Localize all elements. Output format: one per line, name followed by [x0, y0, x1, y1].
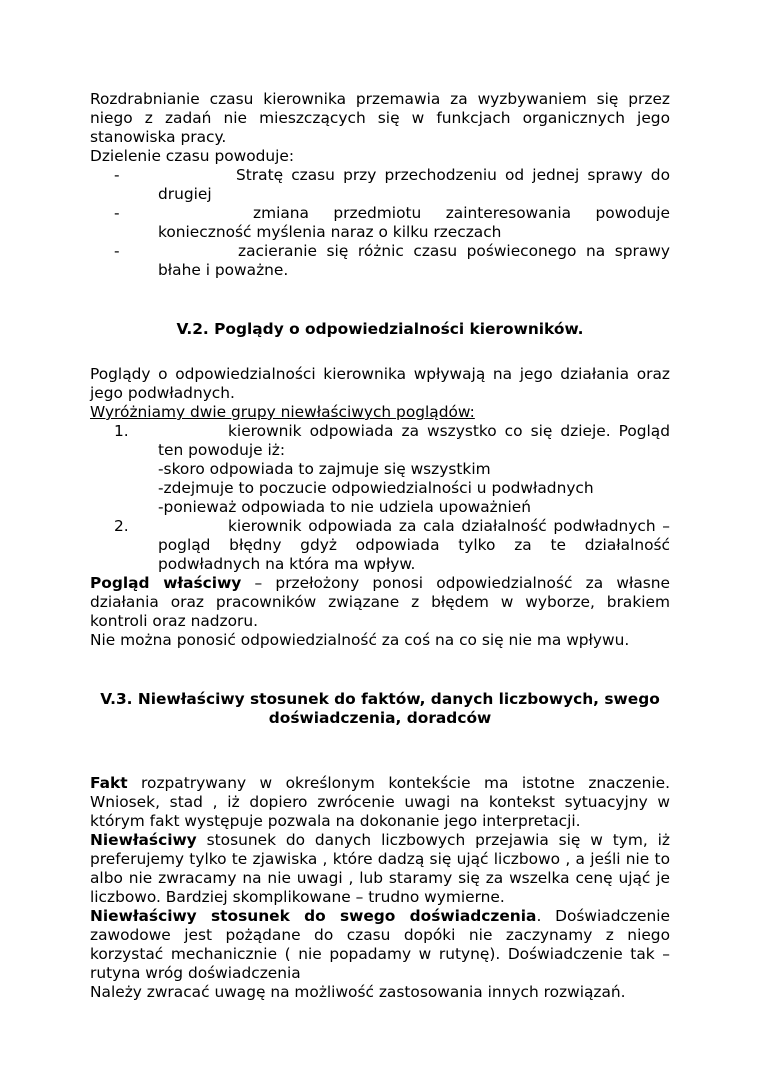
item-text: kierownik odpowiada za cala działalność podwładnych – pogląd błędny gdyż odpowiada tylko za te działalność podwładnych na która ma wpływ.: [158, 517, 670, 573]
section3-paragraph: Należy zwracać uwagę na możliwość zastosowania innych rozwiązań.: [90, 983, 626, 1001]
list-item-text: zacieranie się różnic czasu poświeconego na sprawy błahe i poważne.: [158, 242, 670, 279]
list-dash: -: [114, 166, 120, 184]
section3-paragraph: Niewłaściwy stosunek do danych liczbowych przejawia się w tym, iż preferujemy tylko te zjawiska , które dadzą się ująć liczbowo , a jeśli nie to albo nie zwracamy na nie uwagi , lub staramy się za wszelka cenę ująć je liczbowo. Bardziej skomplikowane – trudno wymierne.: [90, 831, 670, 906]
section2-paragraph: Pogląd właściwy – przełożony ponosi odpowiedzialność za własne działania oraz pracowników związane z błędem w wyborze, brakiem kontroli oraz nadzoru.: [90, 574, 670, 630]
list-item: [90, 242, 670, 280]
bold-term: Fakt: [90, 774, 128, 792]
item-number: 1.: [114, 422, 129, 440]
intro-list-lead: Dzielenie czasu powoduje:: [90, 147, 295, 165]
section2-paragraph: Poglądy o odpowiedzialności kierownika wpływają na jego działania oraz jego podwładnych.: [90, 365, 670, 402]
list-item-text: Stratę czasu przy przechodzeniu od jednej sprawy do drugiej: [158, 166, 670, 203]
item-number: 2.: [114, 517, 129, 535]
item-text: kierownik odpowiada za wszystko co się dzieje. Pogląd ten powoduje iż:: [158, 422, 670, 459]
bold-term: Pogląd właściwy: [90, 574, 242, 592]
list-item-text: zmiana przedmiotu zainteresowania powoduje konieczność myślenia naraz o kilku rzeczach: [158, 204, 670, 241]
list-dash: -: [114, 242, 120, 260]
list-dash: -: [114, 204, 120, 222]
list-item: [90, 204, 670, 242]
section3-paragraph: Fakt rozpatrywany w określonym kontekście ma istotne znaczenie. Wniosek, stad , iż dopiero zwrócenie uwagi na kontekst sytuacyjny w którym fakt występuje pozwala na dokonanie jego interpretacji.: [90, 774, 670, 830]
sub-item: -zdejmuje to poczucie odpowiedzialności u podwładnych: [158, 479, 594, 497]
bold-term: Niewłaściwy: [90, 831, 197, 849]
bold-term: Niewłaściwy stosunek do swego doświadczenia: [90, 907, 537, 925]
numbered-item: [90, 517, 670, 574]
list-item: [90, 166, 670, 204]
section2-list-lead: Wyróżniamy dwie grupy niewłaściwych poglądów:: [90, 403, 475, 421]
section3-paragraph: Niewłaściwy stosunek do swego doświadczenia. Doświadczenie zawodowe jest pożądane do czasu dopóki nie zaczynamy z niego korzystać mechanicznie ( nie popadamy w rutynę). Doświadczenie tak – rutyna wróg doświadczenia: [90, 907, 670, 982]
section-heading: V.3. Niewłaściwy stosunek do faktów, danych liczbowych, swego doświadczenia, doradców: [100, 690, 660, 727]
intro-paragraph: Rozdrabnianie czasu kierownika przemawia za wyzbywaniem się przez niego z zadań nie mieszczących się w funkcjach organicznych jego stanowiska pracy.: [90, 90, 670, 146]
document-page: [90, 90, 670, 1002]
section2-paragraph: Nie można ponosić odpowiedzialność za coś na co się nie ma wpływu.: [90, 631, 630, 649]
sub-item: -skoro odpowiada to zajmuje się wszystkim: [158, 460, 491, 478]
sub-item: -ponieważ odpowiada to nie udziela upoważnień: [158, 498, 531, 516]
section-heading: V.2. Poglądy o odpowiedzialności kierowników.: [176, 320, 584, 338]
numbered-item: [90, 422, 670, 460]
